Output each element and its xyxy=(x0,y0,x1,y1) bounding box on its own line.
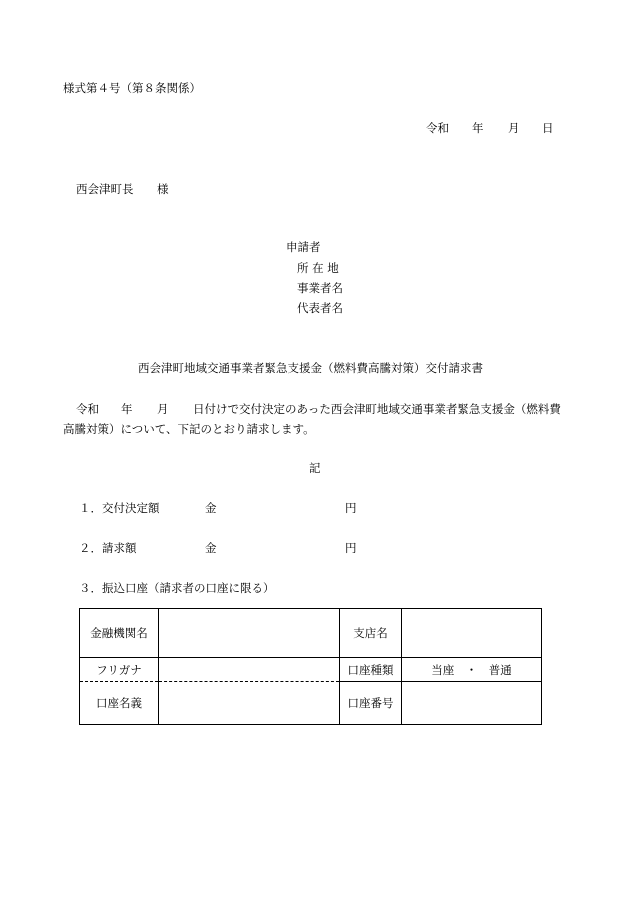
body-line2: 高騰対策）について、下記のとおり請求します。 xyxy=(63,422,315,436)
date-month: 月 xyxy=(508,121,520,135)
account-type-label: 口座種類 xyxy=(340,658,402,682)
item-1-prefix: 金 xyxy=(205,501,217,515)
business-name-label: 事業者名 xyxy=(297,281,343,295)
addressee-honorific: 様 xyxy=(157,182,169,196)
holder-label: 口座名義 xyxy=(80,682,159,725)
account-number-field[interactable] xyxy=(402,682,542,725)
bank-name-field[interactable] xyxy=(159,609,340,658)
furigana-field[interactable] xyxy=(159,658,340,682)
item-2-prefix: 金 xyxy=(205,541,217,555)
item-1-unit: 円 xyxy=(345,501,357,515)
body-era: 令和 xyxy=(76,402,99,416)
address-label: 所 在 地 xyxy=(297,261,339,275)
item-1-label: １．交付決定額 xyxy=(79,501,160,515)
document-title: 西会津町地域交通事業者緊急支援金（燃料費高騰対策）交付請求書 xyxy=(138,361,483,375)
item-2-unit: 円 xyxy=(345,541,357,555)
item-2-label: ２．請求額 xyxy=(79,541,137,555)
addressee-name: 西会津町長 xyxy=(76,182,134,196)
form-number: 様式第４号（第８条関係） xyxy=(63,81,201,95)
representative-label: 代表者名 xyxy=(297,301,343,315)
date-day: 日 xyxy=(542,121,554,135)
body-month: 月 xyxy=(157,402,169,416)
bank-account-table xyxy=(79,608,542,725)
ki-heading: 記 xyxy=(309,461,321,475)
date-year: 年 xyxy=(472,121,484,135)
body-line1: 日付けで交付決定のあった西会津町地域交通事業者緊急支援金（燃料費 xyxy=(193,402,561,416)
account-type-options[interactable]: 当座 ・ 普通 xyxy=(402,658,542,682)
branch-field[interactable] xyxy=(402,609,542,658)
account-number-label: 口座番号 xyxy=(340,682,402,725)
furigana-label: フリガナ xyxy=(80,658,159,682)
holder-field[interactable] xyxy=(159,682,340,725)
date-era: 令和 xyxy=(426,121,449,135)
bank-name-label: 金融機関名 xyxy=(80,609,159,658)
item-3-label: ３．振込口座（請求者の口座に限る） xyxy=(79,581,275,595)
applicant-heading: 申請者 xyxy=(286,240,321,254)
branch-label: 支店名 xyxy=(340,609,402,658)
body-year: 年 xyxy=(121,402,133,416)
